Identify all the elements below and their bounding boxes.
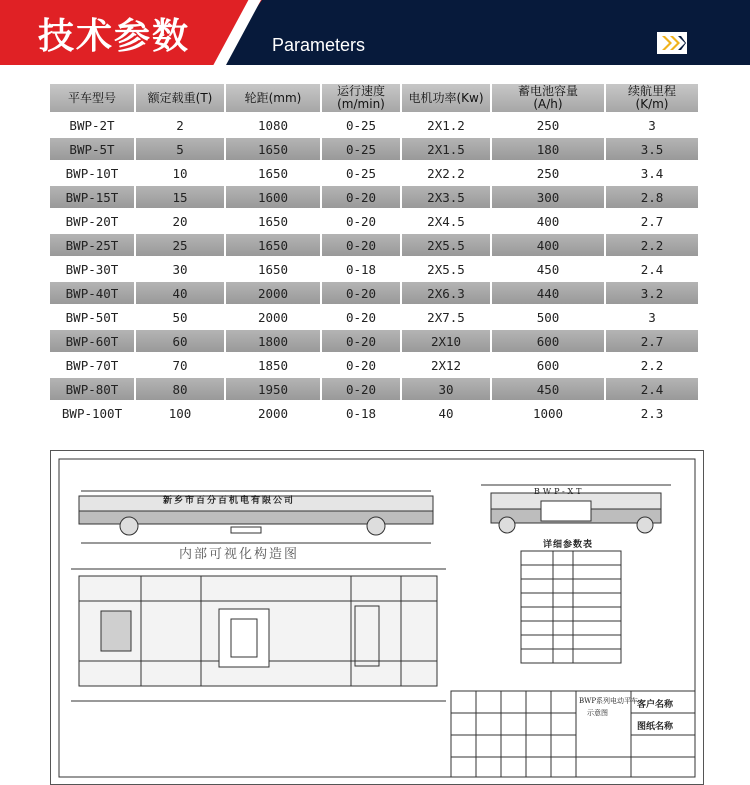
table-header-cell: 蓄电池容量 (A/h) <box>492 84 606 112</box>
table-cell: 0-20 <box>322 306 402 328</box>
table-row <box>50 210 700 232</box>
table-row <box>50 378 700 400</box>
table-cell: 3.5 <box>606 138 700 160</box>
table-cell: BWP-10T <box>50 162 136 184</box>
drawing-name-label: 图纸名称 <box>637 722 674 732</box>
table-cell: 40 <box>402 402 492 424</box>
table-cell: 2X5.5 <box>402 258 492 280</box>
table-cell: 440 <box>492 282 606 304</box>
detail-params-label: 详细参数表 <box>543 540 594 550</box>
table-cell: 0-20 <box>322 378 402 400</box>
table-cell: 2X1.5 <box>402 138 492 160</box>
series-label: BWP系列电动平车 <box>579 697 639 705</box>
table-cell: 450 <box>492 378 606 400</box>
table-cell: 0-20 <box>322 282 402 304</box>
table-cell: 1080 <box>226 114 322 136</box>
table-cell: 0-20 <box>322 186 402 208</box>
table-cell: 3 <box>606 306 700 328</box>
table-cell: 70 <box>136 354 226 376</box>
table-cell: 2X3.5 <box>402 186 492 208</box>
table-cell: 50 <box>136 306 226 328</box>
table-cell: 2.4 <box>606 378 700 400</box>
table-cell: 3 <box>606 114 700 136</box>
table-cell: 250 <box>492 162 606 184</box>
table-cell: BWP-70T <box>50 354 136 376</box>
table-row <box>50 234 700 256</box>
table-cell: 3.2 <box>606 282 700 304</box>
table-cell: 400 <box>492 210 606 232</box>
table-cell: 0-18 <box>322 258 402 280</box>
table-row <box>50 354 700 376</box>
table-cell: 2X5.5 <box>402 234 492 256</box>
table-cell: BWP-25T <box>50 234 136 256</box>
table-header-row <box>50 84 700 112</box>
table-cell: 1650 <box>226 258 322 280</box>
table-row <box>50 186 700 208</box>
table-cell: 2.7 <box>606 330 700 352</box>
table-cell: 600 <box>492 354 606 376</box>
table-cell: 450 <box>492 258 606 280</box>
table-cell: 1650 <box>226 138 322 160</box>
series-sub-label: 示意图 <box>587 709 608 717</box>
table-cell: 1650 <box>226 234 322 256</box>
table-cell: 30 <box>402 378 492 400</box>
table-cell: 1600 <box>226 186 322 208</box>
table-cell: BWP-80T <box>50 378 136 400</box>
table-cell: BWP-20T <box>50 210 136 232</box>
table-cell: BWP-30T <box>50 258 136 280</box>
table-header-cell: 平车型号 <box>50 84 136 112</box>
table-row <box>50 282 700 304</box>
table-cell: 0-20 <box>322 210 402 232</box>
table-cell: 2X12 <box>402 354 492 376</box>
table-cell: 2.2 <box>606 354 700 376</box>
table-cell: BWP-40T <box>50 282 136 304</box>
table-cell: 0-20 <box>322 354 402 376</box>
table-cell: 400 <box>492 234 606 256</box>
table-header-cell: 轮距(mm) <box>226 84 322 112</box>
table-cell: 0-18 <box>322 402 402 424</box>
table-cell: 2 <box>136 114 226 136</box>
table-cell: 25 <box>136 234 226 256</box>
table-cell: 1650 <box>226 162 322 184</box>
table-cell: 500 <box>492 306 606 328</box>
table-cell: 2.2 <box>606 234 700 256</box>
table-row <box>50 162 700 184</box>
table-cell: BWP-50T <box>50 306 136 328</box>
table-cell: 2X6.3 <box>402 282 492 304</box>
drawing-svg <box>51 451 703 784</box>
table-cell: 2000 <box>226 306 322 328</box>
company-plate: 新乡市百分百机电有限公司 <box>163 496 296 506</box>
page-subtitle: Parameters <box>272 35 366 55</box>
table-header-cell: 续航里程 (K/m) <box>606 84 700 112</box>
table-row <box>50 138 700 160</box>
table-cell: 2.4 <box>606 258 700 280</box>
table-cell: BWP-60T <box>50 330 136 352</box>
table-header-cell: 额定载重(T) <box>136 84 226 112</box>
table-header-cell: 运行速度 (m/min) <box>322 84 402 112</box>
parameters-table <box>50 82 700 426</box>
table-cell: 1650 <box>226 210 322 232</box>
table-cell: BWP-15T <box>50 186 136 208</box>
table-row <box>50 114 700 136</box>
table-cell: 2X1.2 <box>402 114 492 136</box>
technical-drawing <box>50 450 704 785</box>
table-cell: BWP-5T <box>50 138 136 160</box>
table-cell: 180 <box>492 138 606 160</box>
table-cell: BWP-2T <box>50 114 136 136</box>
table-cell: 60 <box>136 330 226 352</box>
table-cell: 0-20 <box>322 330 402 352</box>
table-cell: 0-25 <box>322 114 402 136</box>
table-cell: 2X2.2 <box>402 162 492 184</box>
table-row <box>50 306 700 328</box>
table-cell: 100 <box>136 402 226 424</box>
table-row <box>50 258 700 280</box>
table-cell: 1800 <box>226 330 322 352</box>
table-cell: 20 <box>136 210 226 232</box>
table-cell: 40 <box>136 282 226 304</box>
page-title: 技术参数 <box>38 16 191 57</box>
table-cell: 30 <box>136 258 226 280</box>
header-banner <box>0 0 750 65</box>
table-cell: 5 <box>136 138 226 160</box>
table-cell: 1850 <box>226 354 322 376</box>
table-cell: 0-25 <box>322 162 402 184</box>
internal-view-label: 内部可视化构造图 <box>179 547 300 562</box>
table-cell: 2000 <box>226 402 322 424</box>
table-cell: 300 <box>492 186 606 208</box>
table-cell: 600 <box>492 330 606 352</box>
table-cell: 2.8 <box>606 186 700 208</box>
double-chevron-right-icon <box>657 32 687 54</box>
table-cell: 2.7 <box>606 210 700 232</box>
table-row <box>50 330 700 352</box>
table-row <box>50 402 700 424</box>
table-cell: 10 <box>136 162 226 184</box>
table-cell: 0-25 <box>322 138 402 160</box>
table-cell: 1950 <box>226 378 322 400</box>
table-cell: BWP-100T <box>50 402 136 424</box>
side-plate: BWP-XT <box>534 487 585 496</box>
table-cell: 250 <box>492 114 606 136</box>
table-cell: 2X10 <box>402 330 492 352</box>
table-cell: 2.3 <box>606 402 700 424</box>
table-cell: 1000 <box>492 402 606 424</box>
table-cell: 2X4.5 <box>402 210 492 232</box>
customer-label: 客户名称 <box>637 700 674 710</box>
table-cell: 2X7.5 <box>402 306 492 328</box>
table-cell: 15 <box>136 186 226 208</box>
table-cell: 0-20 <box>322 234 402 256</box>
table-cell: 2000 <box>226 282 322 304</box>
table-cell: 80 <box>136 378 226 400</box>
table-header-cell: 电机功率(Kw) <box>402 84 492 112</box>
table-cell: 3.4 <box>606 162 700 184</box>
